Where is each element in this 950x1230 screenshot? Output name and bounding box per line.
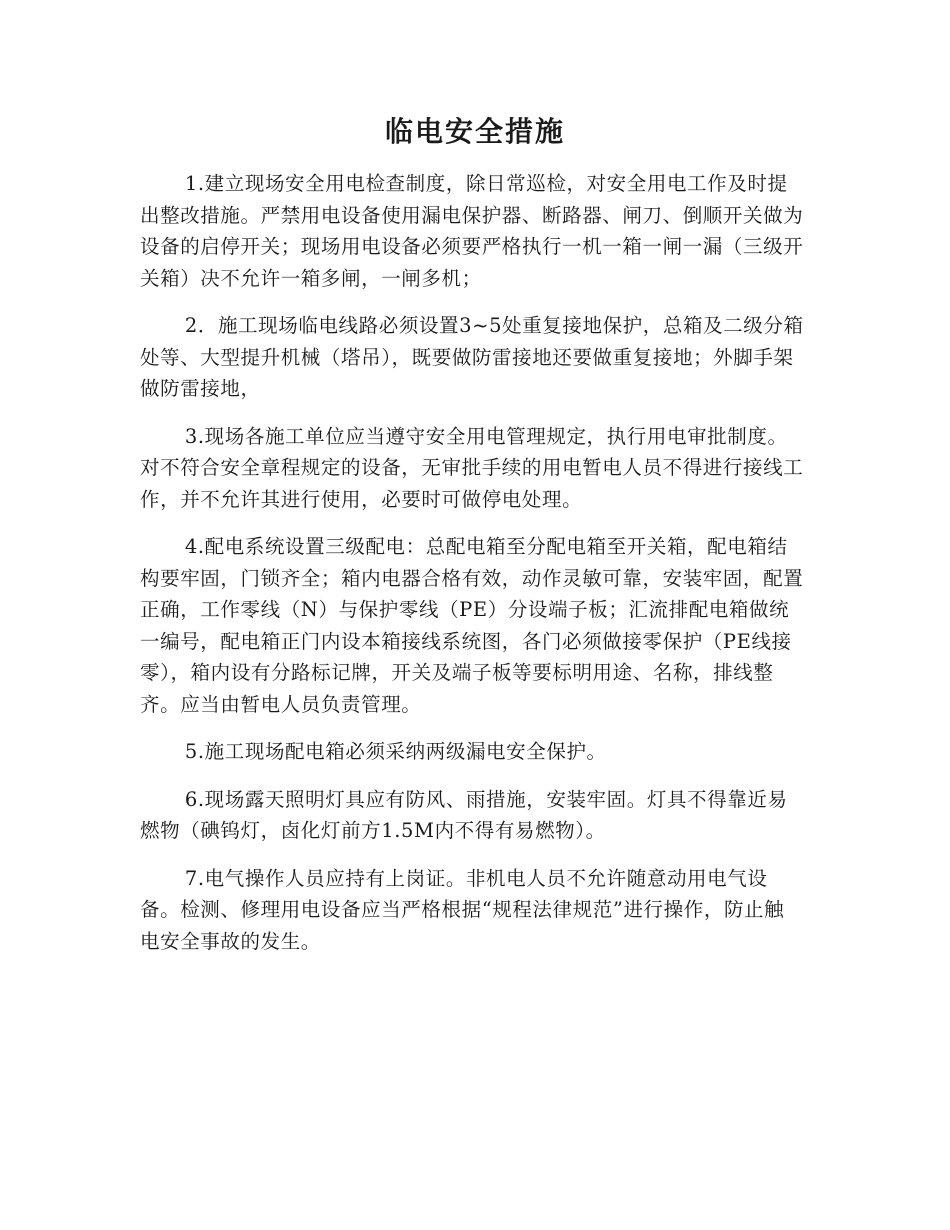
document-body: [140, 168, 804, 973]
paragraph-5: 5.施工现场配电箱必须采纳两级漏电安全保护。: [184, 740, 607, 763]
paragraph-6: 6.现场露天照明灯具应有防风、雨措施，安装牢固。灯具不得靠近易燃物（碘钨灯，卤化灯前方1.5M内不得有易燃物）。: [140, 787, 788, 842]
document-title: 临电安全措施: [384, 115, 565, 148]
paragraph-3: 3.现场各施工单位应当遵守安全用电管理规定，执行用电审批制度。对不符合安全章程规定的设备，无审批手续的用电暂电人员不得进行接线工作，并不允许其进行使用，必要时可做停电处理。: [140, 424, 804, 511]
paragraph-7: 7.电气操作人员应持有上岗证。非机电人员不允许随意动用电气设备。检测、修理用电设备应当严格根据“规程法律规范”进行操作，防止触电安全事故的发生。: [140, 866, 785, 953]
paragraph-1: 1.建立现场安全用电检查制度，除日常巡检，对安全用电工作及时提出整改措施。严禁用电设备使用漏电保护器、断路器、闸刀、倒顺开关做为设备的启停开关；现场用电设备必须要严格执行一机一箱一闸一漏（三级开关箱）决不允许一箱多闸，一闸多机；: [140, 172, 804, 290]
paragraph-2: 2．施工现场临电线路必须设置3~5处重复接地保护，总箱及二级分箱处等、大型提升机械（塔吊），既要做防雷接地还要做重复接地；外脚手架做防雷接地，: [140, 314, 804, 400]
paragraph-4: 4.配电系统设置三级配电：总配电箱至分配电箱至开关箱，配电箱结构要牢固，门锁齐全；箱内电器合格有效，动作灵敏可靠，安装牢固，配置正确，工作零线（N）与保护零线（PE）分设端子板；汇流排配电箱做统一编号，配电箱正门内设本箱接线系统图，各门必须做接零保护（PE线接零），箱内设有分路标记牌，开关及端子板等要标明用途、名称，排线整齐。应当由暂电人员负责管理。: [140, 535, 804, 716]
